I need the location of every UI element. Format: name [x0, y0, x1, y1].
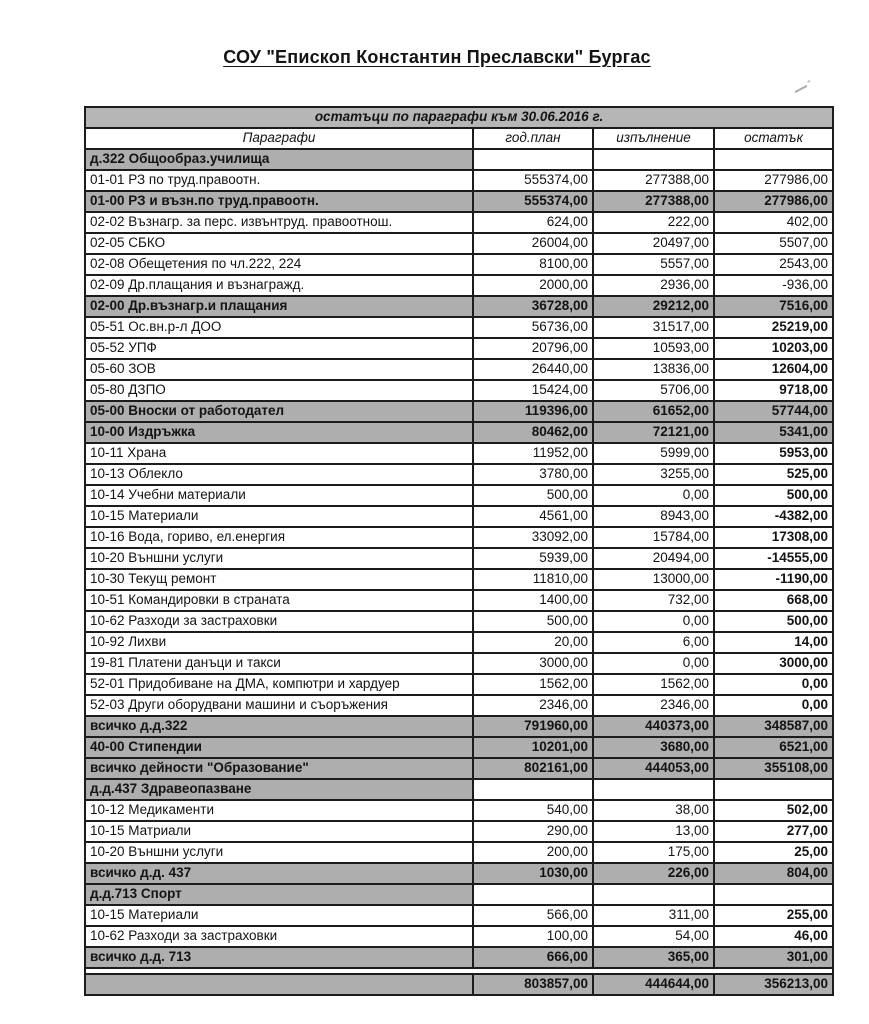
- execution-value: 2346,00: [593, 695, 714, 716]
- column-header-paragraphs: Параграфи: [85, 128, 473, 149]
- table-row: [85, 842, 833, 863]
- table-row: [85, 464, 833, 485]
- annual-plan-value: 119396,00: [473, 401, 593, 422]
- remainder-value: 9718,00: [714, 380, 833, 401]
- row-label: всичко д.д. 713: [85, 947, 473, 968]
- annual-plan-value: 3000,00: [473, 653, 593, 674]
- execution-value: 365,00: [593, 947, 714, 968]
- row-label: 10-62 Разходи за застраховки: [85, 926, 473, 947]
- execution-value: 732,00: [593, 590, 714, 611]
- table-row: [85, 674, 833, 695]
- budget-table: [84, 106, 834, 996]
- document-title: СОУ "Епископ Константин Преславски" Бургас: [223, 47, 651, 67]
- row-label: всичко дейности "Образование": [85, 758, 473, 779]
- annual-plan-value: 803857,00: [473, 974, 593, 995]
- annual-plan-value: 555374,00: [473, 170, 593, 191]
- remainder-value: 25,00: [714, 842, 833, 863]
- row-label: д.322 Общообраз.училища: [85, 149, 473, 170]
- table-row: [85, 926, 833, 947]
- row-label: 02-08 Обещетения по чл.222, 224: [85, 254, 473, 275]
- annual-plan-value: 15424,00: [473, 380, 593, 401]
- execution-value: 440373,00: [593, 716, 714, 737]
- table-row: [85, 485, 833, 506]
- column-header-remainder: остатък: [714, 128, 833, 149]
- annual-plan-value: 2346,00: [473, 695, 593, 716]
- table-row: [85, 590, 833, 611]
- annual-plan-value: 555374,00: [473, 191, 593, 212]
- remainder-value: 7516,00: [714, 296, 833, 317]
- execution-value: 5557,00: [593, 254, 714, 275]
- row-label: 19-81 Платени данъци и такси: [85, 653, 473, 674]
- row-label: 10-15 Материали: [85, 905, 473, 926]
- table-band-row: [85, 107, 833, 128]
- remainder-value: 804,00: [714, 863, 833, 884]
- table-header-row: [85, 128, 833, 149]
- row-label: 52-03 Други оборудвани машини и съоръжения: [85, 695, 473, 716]
- execution-value: 444644,00: [593, 974, 714, 995]
- table-row: [85, 758, 833, 779]
- execution-value: 3255,00: [593, 464, 714, 485]
- execution-value: [593, 884, 714, 905]
- execution-value: 13,00: [593, 821, 714, 842]
- annual-plan-value: 20,00: [473, 632, 593, 653]
- remainder-value: 0,00: [714, 674, 833, 695]
- table-row: [85, 380, 833, 401]
- execution-value: 222,00: [593, 212, 714, 233]
- remainder-value: 10203,00: [714, 338, 833, 359]
- column-header-annual-plan: год.план: [473, 128, 593, 149]
- remainder-value: [714, 149, 833, 170]
- annual-plan-value: 100,00: [473, 926, 593, 947]
- row-label: 02-09 Др.плащания и възнагражд.: [85, 275, 473, 296]
- execution-value: 20497,00: [593, 233, 714, 254]
- table-row: [85, 233, 833, 254]
- execution-value: 29212,00: [593, 296, 714, 317]
- remainder-value: 12604,00: [714, 359, 833, 380]
- page-title: [42, 47, 832, 68]
- scan-artifact-mark: [794, 85, 807, 93]
- row-label: 01-01 РЗ по труд.правоотн.: [85, 170, 473, 191]
- row-label: 10-92 Лихви: [85, 632, 473, 653]
- remainder-value: 500,00: [714, 611, 833, 632]
- table-band-title: остатъци по параграфи към 30.06.2016 г.: [85, 107, 833, 128]
- annual-plan-value: 540,00: [473, 800, 593, 821]
- remainder-value: 525,00: [714, 464, 833, 485]
- annual-plan-value: 666,00: [473, 947, 593, 968]
- execution-value: 3680,00: [593, 737, 714, 758]
- remainder-value: 301,00: [714, 947, 833, 968]
- remainder-value: 5341,00: [714, 422, 833, 443]
- remainder-value: 0,00: [714, 695, 833, 716]
- execution-value: 5706,00: [593, 380, 714, 401]
- row-label: 10-15 Материали: [85, 506, 473, 527]
- execution-value: 54,00: [593, 926, 714, 947]
- annual-plan-value: 802161,00: [473, 758, 593, 779]
- execution-value: 8943,00: [593, 506, 714, 527]
- table-row: [85, 422, 833, 443]
- annual-plan-value: 20796,00: [473, 338, 593, 359]
- execution-value: 2936,00: [593, 275, 714, 296]
- table-row: [85, 443, 833, 464]
- remainder-value: 348587,00: [714, 716, 833, 737]
- annual-plan-value: 36728,00: [473, 296, 593, 317]
- table-row: [85, 905, 833, 926]
- row-label: 05-60 ЗОВ: [85, 359, 473, 380]
- remainder-value: -4382,00: [714, 506, 833, 527]
- table-row: [85, 632, 833, 653]
- annual-plan-value: [473, 779, 593, 800]
- remainder-value: [714, 884, 833, 905]
- row-label: 10-30 Текущ ремонт: [85, 569, 473, 590]
- remainder-value: 3000,00: [714, 653, 833, 674]
- annual-plan-value: 4561,00: [473, 506, 593, 527]
- table-row: [85, 821, 833, 842]
- annual-plan-value: 500,00: [473, 611, 593, 632]
- row-label: 10-00 Издръжка: [85, 422, 473, 443]
- row-label: 02-02 Възнагр. за перс. извънтруд. правоотнош.: [85, 212, 473, 233]
- annual-plan-value: 26440,00: [473, 359, 593, 380]
- annual-plan-value: 3780,00: [473, 464, 593, 485]
- annual-plan-value: [473, 149, 593, 170]
- table-row: [85, 212, 833, 233]
- table-row: [85, 653, 833, 674]
- annual-plan-value: 791960,00: [473, 716, 593, 737]
- execution-value: 72121,00: [593, 422, 714, 443]
- execution-value: 15784,00: [593, 527, 714, 548]
- table-row: [85, 338, 833, 359]
- remainder-value: 255,00: [714, 905, 833, 926]
- annual-plan-value: 8100,00: [473, 254, 593, 275]
- annual-plan-value: 1562,00: [473, 674, 593, 695]
- remainder-value: 25219,00: [714, 317, 833, 338]
- remainder-value: 6521,00: [714, 737, 833, 758]
- table-row: [85, 170, 833, 191]
- execution-value: 10593,00: [593, 338, 714, 359]
- row-label: 10-20 Външни услуги: [85, 548, 473, 569]
- row-label: 01-00 РЗ и възн.по труд.правоотн.: [85, 191, 473, 212]
- row-label: всичко д.д.322: [85, 716, 473, 737]
- execution-value: 13000,00: [593, 569, 714, 590]
- table-row: [85, 569, 833, 590]
- row-label: д.д.713 Спорт: [85, 884, 473, 905]
- annual-plan-value: 80462,00: [473, 422, 593, 443]
- table-row: [85, 296, 833, 317]
- table-body: [85, 149, 833, 995]
- table-row: [85, 254, 833, 275]
- remainder-value: 17308,00: [714, 527, 833, 548]
- remainder-value: -14555,00: [714, 548, 833, 569]
- table-row: [85, 974, 833, 995]
- table-row: [85, 695, 833, 716]
- row-label: 10-14 Учебни материали: [85, 485, 473, 506]
- execution-value: 20494,00: [593, 548, 714, 569]
- row-label: 02-05 СБКО: [85, 233, 473, 254]
- execution-value: 13836,00: [593, 359, 714, 380]
- row-label: 10-11 Храна: [85, 443, 473, 464]
- table-row: [85, 275, 833, 296]
- remainder-value: [714, 779, 833, 800]
- table-row: [85, 317, 833, 338]
- annual-plan-value: [473, 884, 593, 905]
- remainder-value: 502,00: [714, 800, 833, 821]
- table-row: [85, 506, 833, 527]
- table-row: [85, 884, 833, 905]
- annual-plan-value: 1400,00: [473, 590, 593, 611]
- remainder-value: 46,00: [714, 926, 833, 947]
- annual-plan-value: 26004,00: [473, 233, 593, 254]
- annual-plan-value: 200,00: [473, 842, 593, 863]
- execution-value: 1562,00: [593, 674, 714, 695]
- column-header-execution: изпълнение: [593, 128, 714, 149]
- annual-plan-value: 624,00: [473, 212, 593, 233]
- annual-plan-value: 10201,00: [473, 737, 593, 758]
- annual-plan-value: 11810,00: [473, 569, 593, 590]
- table-row: [85, 800, 833, 821]
- remainder-value: 57744,00: [714, 401, 833, 422]
- table-row: [85, 611, 833, 632]
- table-row: [85, 527, 833, 548]
- table-row: [85, 191, 833, 212]
- remainder-value: 5507,00: [714, 233, 833, 254]
- row-label: 02-00 Др.възнагр.и плащания: [85, 296, 473, 317]
- execution-value: 61652,00: [593, 401, 714, 422]
- table-row: [85, 947, 833, 968]
- execution-value: 175,00: [593, 842, 714, 863]
- row-label: 05-52 УПФ: [85, 338, 473, 359]
- table-row: [85, 548, 833, 569]
- row-label: 52-01 Придобиване на ДМА, компютри и хардуер: [85, 674, 473, 695]
- row-label: 10-15 Матриали: [85, 821, 473, 842]
- remainder-value: -1190,00: [714, 569, 833, 590]
- row-label: 10-13 Облекло: [85, 464, 473, 485]
- table-row: [85, 737, 833, 758]
- table-row: [85, 359, 833, 380]
- annual-plan-value: 2000,00: [473, 275, 593, 296]
- row-label: всичко д.д. 437: [85, 863, 473, 884]
- annual-plan-value: 11952,00: [473, 443, 593, 464]
- execution-value: [593, 779, 714, 800]
- table-row: [85, 401, 833, 422]
- annual-plan-value: 1030,00: [473, 863, 593, 884]
- execution-value: 226,00: [593, 863, 714, 884]
- remainder-value: 402,00: [714, 212, 833, 233]
- execution-value: 277388,00: [593, 191, 714, 212]
- execution-value: 31517,00: [593, 317, 714, 338]
- remainder-value: 668,00: [714, 590, 833, 611]
- table-row: [85, 863, 833, 884]
- annual-plan-value: 500,00: [473, 485, 593, 506]
- remainder-value: 355108,00: [714, 758, 833, 779]
- row-label: 10-51 Командировки в страната: [85, 590, 473, 611]
- annual-plan-value: 566,00: [473, 905, 593, 926]
- execution-value: 444053,00: [593, 758, 714, 779]
- execution-value: 277388,00: [593, 170, 714, 191]
- annual-plan-value: 290,00: [473, 821, 593, 842]
- table-row: [85, 779, 833, 800]
- table-row: [85, 716, 833, 737]
- row-label: 10-16 Вода, гориво, ел.енергия: [85, 527, 473, 548]
- execution-value: 0,00: [593, 485, 714, 506]
- remainder-value: 277986,00: [714, 191, 833, 212]
- execution-value: 311,00: [593, 905, 714, 926]
- remainder-value: 14,00: [714, 632, 833, 653]
- remainder-value: 5953,00: [714, 443, 833, 464]
- row-label: 10-12 Медикаменти: [85, 800, 473, 821]
- execution-value: 0,00: [593, 653, 714, 674]
- row-label: 40-00 Стипендии: [85, 737, 473, 758]
- remainder-value: 356213,00: [714, 974, 833, 995]
- remainder-value: 277986,00: [714, 170, 833, 191]
- remainder-value: 277,00: [714, 821, 833, 842]
- table-row: [85, 149, 833, 170]
- row-label: [85, 974, 473, 995]
- execution-value: 6,00: [593, 632, 714, 653]
- remainder-value: 500,00: [714, 485, 833, 506]
- remainder-value: -936,00: [714, 275, 833, 296]
- annual-plan-value: 5939,00: [473, 548, 593, 569]
- execution-value: 38,00: [593, 800, 714, 821]
- remainder-value: 2543,00: [714, 254, 833, 275]
- row-label: 05-00 Вноски от работодател: [85, 401, 473, 422]
- row-label: д.д.437 Здравеопазване: [85, 779, 473, 800]
- annual-plan-value: 56736,00: [473, 317, 593, 338]
- execution-value: 0,00: [593, 611, 714, 632]
- row-label: 10-62 Разходи за застраховки: [85, 611, 473, 632]
- row-label: 10-20 Външни услуги: [85, 842, 473, 863]
- annual-plan-value: 33092,00: [473, 527, 593, 548]
- row-label: 05-51 Ос.вн.р-л ДОО: [85, 317, 473, 338]
- execution-value: [593, 149, 714, 170]
- row-label: 05-80 ДЗПО: [85, 380, 473, 401]
- execution-value: 5999,00: [593, 443, 714, 464]
